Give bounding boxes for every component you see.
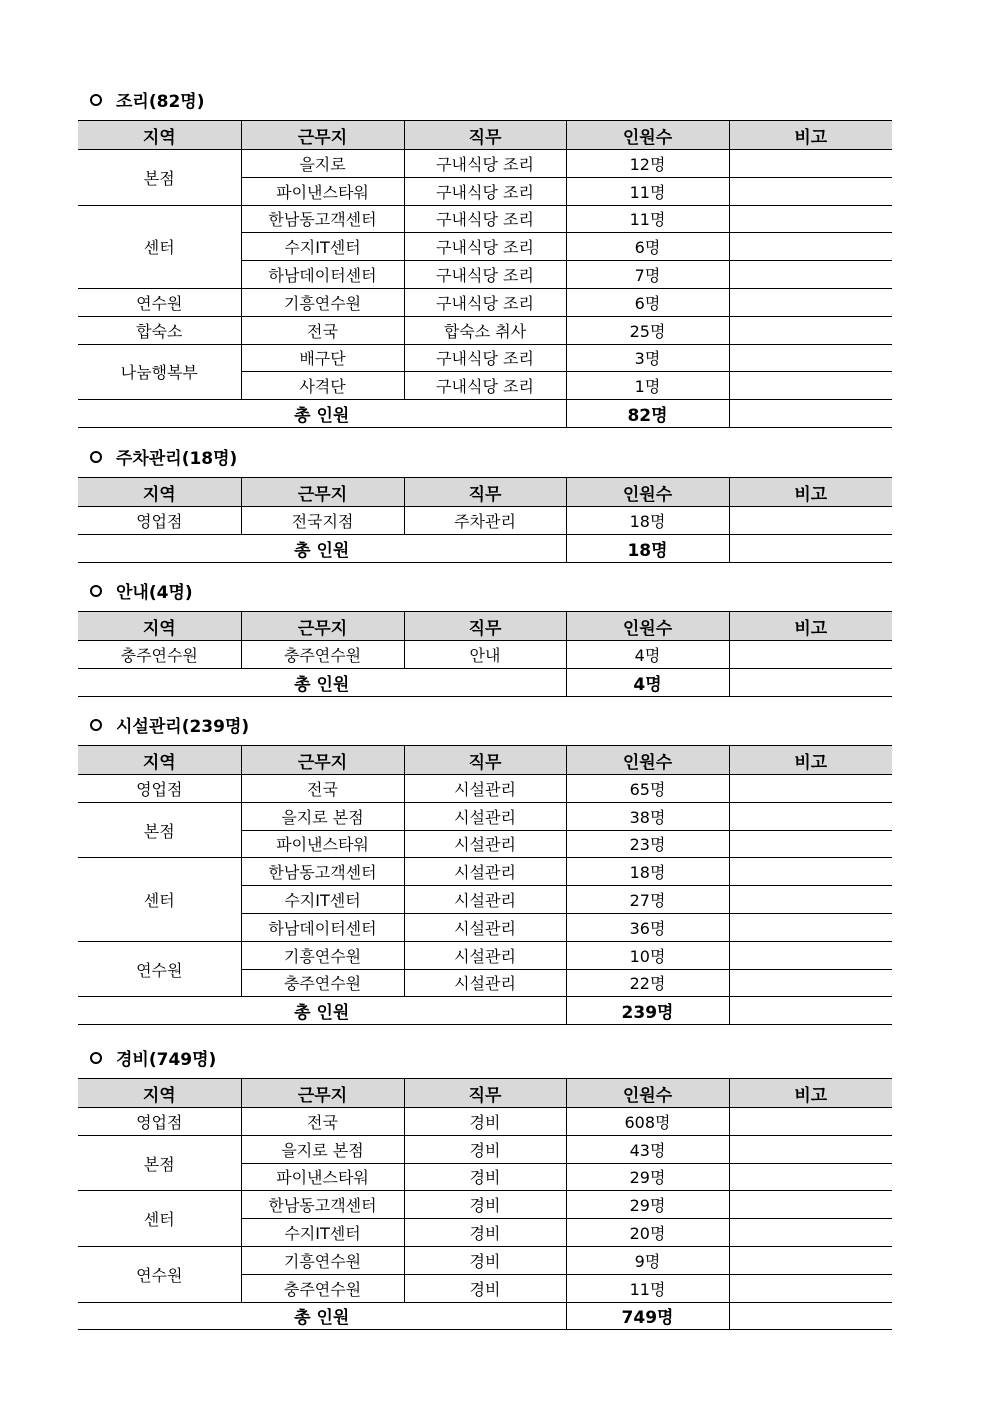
site-cell: 기흥연수원 xyxy=(241,288,404,316)
region-cell: 합숙소 xyxy=(78,316,241,344)
region-cell: 연수원 xyxy=(78,941,241,997)
note-cell xyxy=(729,288,892,316)
site-cell: 수지IT센터 xyxy=(241,233,404,261)
total-label: 총 인원 xyxy=(78,668,566,696)
section-title: 경비(749명) xyxy=(90,1048,216,1072)
duty-cell: 구내식당 조리 xyxy=(404,205,566,233)
region-cell: 본점 xyxy=(78,150,241,206)
note-cell xyxy=(729,1163,892,1191)
table-header-row xyxy=(78,746,892,775)
header-count: 인원수 xyxy=(566,612,729,641)
note-cell xyxy=(729,150,892,178)
table-header-row xyxy=(78,121,892,150)
region-cell: 충주연수원 xyxy=(78,641,241,669)
note-cell xyxy=(729,507,892,535)
total-count: 18명 xyxy=(566,534,729,562)
site-cell: 충주연수원 xyxy=(241,969,404,997)
table-row xyxy=(78,150,892,178)
count-cell: 29명 xyxy=(566,1163,729,1191)
site-cell: 기흥연수원 xyxy=(241,941,404,969)
header-duty: 직무 xyxy=(404,1079,566,1108)
site-cell: 수지IT센터 xyxy=(241,1219,404,1247)
duty-cell: 시설관리 xyxy=(404,775,566,803)
duty-cell: 경비 xyxy=(404,1163,566,1191)
duty-cell: 경비 xyxy=(404,1191,566,1219)
total-label: 총 인원 xyxy=(78,1302,566,1330)
table-row xyxy=(78,1108,892,1136)
count-cell: 29명 xyxy=(566,1191,729,1219)
duty-cell: 시설관리 xyxy=(404,858,566,886)
site-cell: 사격단 xyxy=(241,372,404,400)
note-cell xyxy=(729,261,892,289)
table-row xyxy=(78,641,892,669)
header-region: 지역 xyxy=(78,1079,241,1108)
count-cell: 10명 xyxy=(566,941,729,969)
header-count: 인원수 xyxy=(566,746,729,775)
header-duty: 직무 xyxy=(404,478,566,507)
count-cell: 20명 xyxy=(566,1219,729,1247)
note-cell xyxy=(729,1302,892,1330)
total-label: 총 인원 xyxy=(78,400,566,428)
note-cell xyxy=(729,1191,892,1219)
header-note: 비고 xyxy=(729,746,892,775)
header-note: 비고 xyxy=(729,1079,892,1108)
header-region: 지역 xyxy=(78,121,241,150)
table-row xyxy=(78,1135,892,1163)
duty-cell: 구내식당 조리 xyxy=(404,261,566,289)
region-cell: 영업점 xyxy=(78,1108,241,1136)
table-header-row xyxy=(78,478,892,507)
section-title: 조리(82명) xyxy=(90,90,204,114)
note-cell xyxy=(729,372,892,400)
duty-cell: 구내식당 조리 xyxy=(404,150,566,178)
circle-bullet-icon xyxy=(90,1052,102,1064)
total-label: 총 인원 xyxy=(78,534,566,562)
duty-cell: 경비 xyxy=(404,1246,566,1274)
header-site: 근무지 xyxy=(241,121,404,150)
region-cell: 연수원 xyxy=(78,288,241,316)
header-note: 비고 xyxy=(729,478,892,507)
note-cell xyxy=(729,1135,892,1163)
count-cell: 27명 xyxy=(566,886,729,914)
duty-cell: 주차관리 xyxy=(404,507,566,535)
circle-bullet-icon xyxy=(90,719,102,731)
header-duty: 직무 xyxy=(404,121,566,150)
circle-bullet-icon xyxy=(90,451,102,463)
header-site: 근무지 xyxy=(241,1079,404,1108)
count-cell: 6명 xyxy=(566,233,729,261)
total-row xyxy=(78,668,892,696)
note-cell xyxy=(729,1246,892,1274)
staff-table xyxy=(78,477,892,563)
header-duty: 직무 xyxy=(404,746,566,775)
note-cell xyxy=(729,969,892,997)
region-cell: 나눔행복부 xyxy=(78,344,241,400)
count-cell: 608명 xyxy=(566,1108,729,1136)
note-cell xyxy=(729,997,892,1025)
count-cell: 9명 xyxy=(566,1246,729,1274)
note-cell xyxy=(729,205,892,233)
site-cell: 파이낸스타워 xyxy=(241,177,404,205)
table-row xyxy=(78,775,892,803)
header-site: 근무지 xyxy=(241,478,404,507)
duty-cell: 안내 xyxy=(404,641,566,669)
region-cell: 영업점 xyxy=(78,775,241,803)
note-cell xyxy=(729,668,892,696)
count-cell: 12명 xyxy=(566,150,729,178)
header-site: 근무지 xyxy=(241,746,404,775)
header-note: 비고 xyxy=(729,612,892,641)
site-cell: 한남동고객센터 xyxy=(241,858,404,886)
header-region: 지역 xyxy=(78,612,241,641)
duty-cell: 시설관리 xyxy=(404,941,566,969)
count-cell: 25명 xyxy=(566,316,729,344)
site-cell: 한남동고객센터 xyxy=(241,205,404,233)
total-label: 총 인원 xyxy=(78,997,566,1025)
site-cell: 파이낸스타워 xyxy=(241,830,404,858)
header-site: 근무지 xyxy=(241,612,404,641)
duty-cell: 구내식당 조리 xyxy=(404,288,566,316)
site-cell: 을지로 본점 xyxy=(241,802,404,830)
count-cell: 6명 xyxy=(566,288,729,316)
count-cell: 43명 xyxy=(566,1135,729,1163)
site-cell: 하남데이터센터 xyxy=(241,261,404,289)
duty-cell: 시설관리 xyxy=(404,886,566,914)
table-header-row xyxy=(78,612,892,641)
duty-cell: 시설관리 xyxy=(404,830,566,858)
note-cell xyxy=(729,858,892,886)
staff-table xyxy=(78,745,892,1025)
site-cell: 전국 xyxy=(241,316,404,344)
count-cell: 11명 xyxy=(566,177,729,205)
duty-cell: 구내식당 조리 xyxy=(404,372,566,400)
region-cell: 센터 xyxy=(78,858,241,941)
count-cell: 23명 xyxy=(566,830,729,858)
table-row xyxy=(78,344,892,372)
count-cell: 11명 xyxy=(566,205,729,233)
total-row xyxy=(78,400,892,428)
count-cell: 18명 xyxy=(566,507,729,535)
site-cell: 하남데이터센터 xyxy=(241,913,404,941)
note-cell xyxy=(729,400,892,428)
count-cell: 3명 xyxy=(566,344,729,372)
site-cell: 전국 xyxy=(241,775,404,803)
duty-cell: 시설관리 xyxy=(404,969,566,997)
note-cell xyxy=(729,830,892,858)
note-cell xyxy=(729,534,892,562)
count-cell: 1명 xyxy=(566,372,729,400)
count-cell: 18명 xyxy=(566,858,729,886)
total-row xyxy=(78,1302,892,1330)
table-row xyxy=(78,288,892,316)
count-cell: 36명 xyxy=(566,913,729,941)
table-row xyxy=(78,205,892,233)
site-cell: 배구단 xyxy=(241,344,404,372)
staff-table xyxy=(78,120,892,428)
site-cell: 전국 xyxy=(241,1108,404,1136)
table-row xyxy=(78,316,892,344)
staff-table xyxy=(78,1078,892,1330)
header-count: 인원수 xyxy=(566,478,729,507)
site-cell: 기흥연수원 xyxy=(241,1246,404,1274)
duty-cell: 경비 xyxy=(404,1219,566,1247)
table-row xyxy=(78,507,892,535)
count-cell: 11명 xyxy=(566,1274,729,1302)
note-cell xyxy=(729,177,892,205)
duty-cell: 구내식당 조리 xyxy=(404,233,566,261)
site-cell: 한남동고객센터 xyxy=(241,1191,404,1219)
note-cell xyxy=(729,941,892,969)
duty-cell: 경비 xyxy=(404,1108,566,1136)
duty-cell: 구내식당 조리 xyxy=(404,344,566,372)
region-cell: 연수원 xyxy=(78,1246,241,1302)
note-cell xyxy=(729,886,892,914)
section-title: 주차관리(18명) xyxy=(90,447,237,471)
region-cell: 본점 xyxy=(78,802,241,858)
note-cell xyxy=(729,913,892,941)
note-cell xyxy=(729,641,892,669)
duty-cell: 시설관리 xyxy=(404,802,566,830)
count-cell: 38명 xyxy=(566,802,729,830)
header-duty: 직무 xyxy=(404,612,566,641)
header-region: 지역 xyxy=(78,746,241,775)
duty-cell: 합숙소 취사 xyxy=(404,316,566,344)
note-cell xyxy=(729,1108,892,1136)
region-cell: 영업점 xyxy=(78,507,241,535)
table-row xyxy=(78,1246,892,1274)
section-title: 시설관리(239명) xyxy=(90,715,249,739)
total-row xyxy=(78,534,892,562)
note-cell xyxy=(729,802,892,830)
count-cell: 22명 xyxy=(566,969,729,997)
total-row xyxy=(78,997,892,1025)
site-cell: 을지로 본점 xyxy=(241,1135,404,1163)
note-cell xyxy=(729,775,892,803)
table-row xyxy=(78,1191,892,1219)
total-count: 82명 xyxy=(566,400,729,428)
region-cell: 본점 xyxy=(78,1135,241,1191)
count-cell: 4명 xyxy=(566,641,729,669)
site-cell: 충주연수원 xyxy=(241,641,404,669)
table-header-row xyxy=(78,1079,892,1108)
total-count: 4명 xyxy=(566,668,729,696)
note-cell xyxy=(729,344,892,372)
note-cell xyxy=(729,233,892,261)
note-cell xyxy=(729,1274,892,1302)
staff-table xyxy=(78,611,892,697)
header-note: 비고 xyxy=(729,121,892,150)
duty-cell: 구내식당 조리 xyxy=(404,177,566,205)
site-cell: 파이낸스타워 xyxy=(241,1163,404,1191)
site-cell: 전국지점 xyxy=(241,507,404,535)
table-row xyxy=(78,941,892,969)
table-row xyxy=(78,802,892,830)
duty-cell: 경비 xyxy=(404,1274,566,1302)
section-title: 안내(4명) xyxy=(90,581,193,605)
count-cell: 7명 xyxy=(566,261,729,289)
circle-bullet-icon xyxy=(90,585,102,597)
site-cell: 수지IT센터 xyxy=(241,886,404,914)
total-count: 749명 xyxy=(566,1302,729,1330)
total-count: 239명 xyxy=(566,997,729,1025)
site-cell: 충주연수원 xyxy=(241,1274,404,1302)
duty-cell: 시설관리 xyxy=(404,913,566,941)
table-row xyxy=(78,858,892,886)
header-count: 인원수 xyxy=(566,1079,729,1108)
region-cell: 센터 xyxy=(78,205,241,288)
header-count: 인원수 xyxy=(566,121,729,150)
note-cell xyxy=(729,316,892,344)
circle-bullet-icon xyxy=(90,94,102,106)
duty-cell: 경비 xyxy=(404,1135,566,1163)
region-cell: 센터 xyxy=(78,1191,241,1247)
count-cell: 65명 xyxy=(566,775,729,803)
site-cell: 을지로 xyxy=(241,150,404,178)
header-region: 지역 xyxy=(78,478,241,507)
note-cell xyxy=(729,1219,892,1247)
